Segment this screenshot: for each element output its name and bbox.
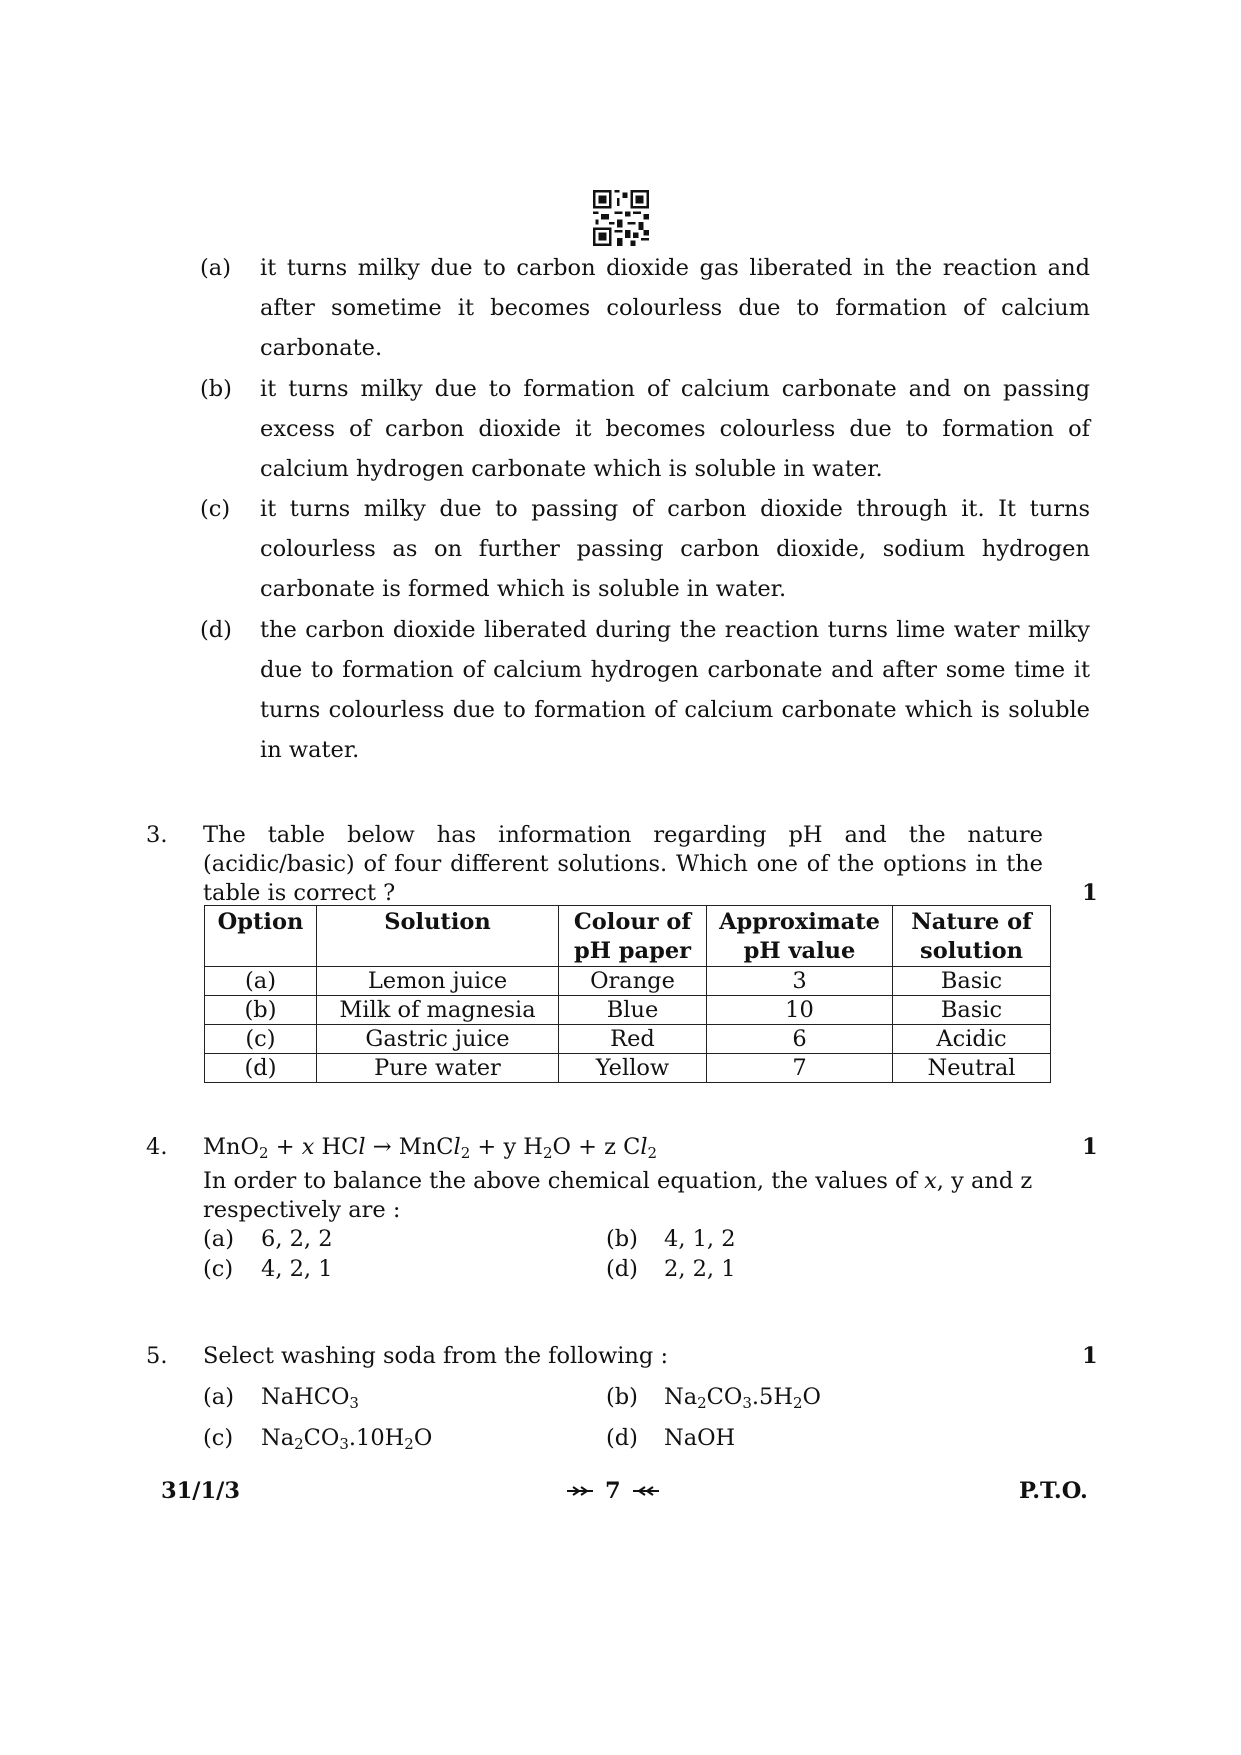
question-4-number: 4. xyxy=(146,1134,168,1160)
option-text-line: in water. xyxy=(260,737,360,763)
question-3-marks: 1 xyxy=(1082,880,1098,906)
question-4-marks: 1 xyxy=(1082,1134,1098,1160)
table-cell: 3 xyxy=(707,967,893,996)
question-5-option-d: (d) NaOH xyxy=(606,1425,736,1451)
question-2-option-d xyxy=(200,610,1090,770)
table-cell: Pure water xyxy=(317,1054,559,1083)
table-cell: (a) xyxy=(205,967,317,996)
header-approximate-ph-value: Approximate pH value xyxy=(707,906,893,967)
pto-label: P.T.O. xyxy=(1019,1478,1088,1504)
option-text-line: the carbon dioxide liberated during the reaction turns lime water milky xyxy=(260,617,1090,643)
option-text-line: colourless as on further passing carbon dioxide, sodium hydrogen xyxy=(260,536,1090,562)
question-4-equation: MnO$_2$ + x HCl → MnCl$_2$ + y $H_2O + z$ $Cl_2$ xyxy=(203,1134,658,1162)
question-2-option-a xyxy=(200,248,1090,368)
table-cell: 7 xyxy=(707,1054,893,1083)
table-cell: (c) xyxy=(205,1025,317,1054)
left-ornament-icon xyxy=(565,1484,595,1498)
table-row xyxy=(205,1025,1051,1054)
option-label: (b) xyxy=(200,376,232,402)
table-row xyxy=(205,967,1051,996)
option-text-line: it turns milky due to carbon dioxide gas liberated in the reaction and xyxy=(260,255,1090,281)
option-text-line: excess of carbon dioxide it becomes colourless due to formation of xyxy=(260,416,1090,442)
question-5-option-a: (a) NaHCO$_3$ xyxy=(203,1384,359,1412)
right-ornament-icon xyxy=(631,1484,661,1498)
question-3-number: 3. xyxy=(146,822,168,848)
table-cell: Basic xyxy=(893,967,1051,996)
table-cell: Gastric juice xyxy=(317,1025,559,1054)
option-text-line: carbonate. xyxy=(260,335,383,361)
option-label: (d) xyxy=(200,617,232,643)
option-text-line: after sometime it becomes colourless due to formation of calcium xyxy=(260,295,1090,321)
table-cell: (d) xyxy=(205,1054,317,1083)
table-cell: Acidic xyxy=(893,1025,1051,1054)
question-4-option-c: (c) 4, 2, 1 xyxy=(203,1256,333,1282)
page-number: 7 xyxy=(565,1478,661,1504)
qr-code xyxy=(593,190,649,246)
paper-code: 31/1/3 xyxy=(161,1478,241,1504)
table-cell: Basic xyxy=(893,996,1051,1025)
question-4-text-line-1: In order to balance the above chemical equation, the values of x, y and z xyxy=(203,1168,1033,1194)
table-row xyxy=(205,1054,1051,1083)
question-5-option-b: (b) $Na_2CO_3.5H_2O$ xyxy=(606,1384,821,1412)
question-2-option-c xyxy=(200,489,1090,609)
option-text-line: turns colourless due to formation of calcium carbonate which is soluble xyxy=(260,697,1090,723)
question-5-option-c: (c) $Na_2CO_3.10H_2O$ xyxy=(203,1425,433,1453)
table-cell: Yellow xyxy=(559,1054,707,1083)
header-option: Option xyxy=(205,906,317,967)
option-text-line: carbonate is formed which is soluble in water. xyxy=(260,576,787,602)
table-cell: Orange xyxy=(559,967,707,996)
table-cell: Milk of magnesia xyxy=(317,996,559,1025)
question-4-option-d: (d) 2, 2, 1 xyxy=(606,1256,736,1282)
option-text-line: due to formation of calcium hydrogen carbonate and after some time it xyxy=(260,657,1090,683)
option-label: (c) xyxy=(200,496,231,522)
table-cell: Neutral xyxy=(893,1054,1051,1083)
header-nature-of-solution: Nature of solution xyxy=(893,906,1051,967)
question-2-option-b xyxy=(200,369,1090,489)
question-5-number: 5. xyxy=(146,1343,168,1369)
ph-table xyxy=(204,905,1051,1083)
table-cell: (b) xyxy=(205,996,317,1025)
table-cell: Red xyxy=(559,1025,707,1054)
question-5-text: Select washing soda from the following : xyxy=(203,1343,669,1369)
table-header-row xyxy=(205,906,1051,967)
option-text-line: it turns milky due to formation of calcium carbonate and on passing xyxy=(260,376,1090,402)
question-4-text-line-2: respectively are : xyxy=(203,1197,401,1223)
table-row xyxy=(205,996,1051,1025)
question-3-text-line-2: (acidic/basic) of four different solutions. Which one of the options in the xyxy=(203,851,1043,877)
question-3-text-line-1: The table below has information regarding pH and the nature xyxy=(203,822,1043,848)
option-label: (a) xyxy=(200,255,231,281)
option-text-line: it turns milky due to passing of carbon dioxide through it. It turns xyxy=(260,496,1090,522)
table-cell: Lemon juice xyxy=(317,967,559,996)
question-4-option-a: (a) 6, 2, 2 xyxy=(203,1226,333,1252)
question-4-option-b: (b) 4, 1, 2 xyxy=(606,1226,736,1252)
table-cell: Blue xyxy=(559,996,707,1025)
table-cell: 6 xyxy=(707,1025,893,1054)
header-solution: Solution xyxy=(317,906,559,967)
header-colour-of-ph-paper: Colour of pH paper xyxy=(559,906,707,967)
option-text-line: calcium hydrogen carbonate which is soluble in water. xyxy=(260,456,883,482)
question-5-marks: 1 xyxy=(1082,1343,1098,1369)
table-cell: 10 xyxy=(707,996,893,1025)
question-3-text-line-3: table is correct ? xyxy=(203,880,396,906)
